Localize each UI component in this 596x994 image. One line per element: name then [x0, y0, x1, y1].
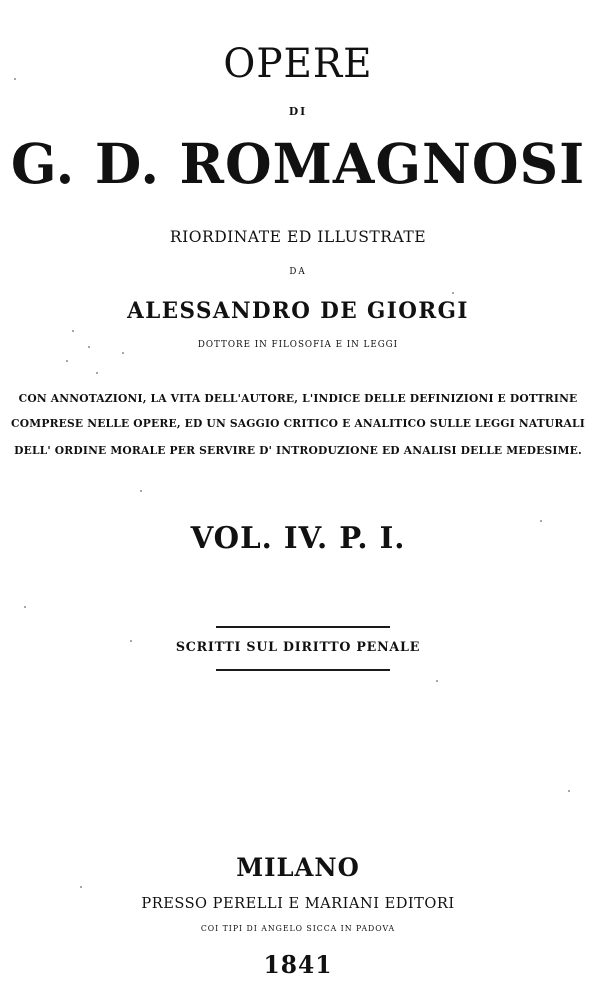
subject-label: SCRITTI SUL DIRITTO PENALE [175, 640, 421, 655]
scan-speck [568, 790, 570, 792]
by-connector: DA [289, 267, 307, 277]
scan-speck [72, 330, 74, 332]
editor-name: ALESSANDRO DE GIORGI [127, 298, 469, 324]
of-connector: DI [288, 105, 308, 118]
editor-credentials: DOTTORE IN FILOSOFIA E IN LEGGI [197, 340, 399, 350]
description-line-2: COMPRESE NELLE OPERE, ED UN SAGGIO CRITICO E ANALITICO SULLE LEGGI NATURALI [11, 417, 585, 430]
scan-speck [80, 886, 82, 888]
works-heading: OPERE [223, 41, 373, 87]
scan-speck [140, 490, 142, 492]
scan-speck [436, 680, 438, 682]
divider-top [216, 626, 390, 628]
description-line-3: DELL' ORDINE MORALE PER SERVIRE D' INTRODUZIONE ED ANALISI DELLE MEDESIME. [14, 444, 582, 457]
imprint-city: MILANO [236, 853, 360, 882]
imprint-printer: COI TIPI DI ANGELO SICCA IN PADOVA [200, 924, 396, 933]
scan-speck [66, 360, 68, 362]
scan-speck [88, 346, 90, 348]
description-line-1: CON ANNOTAZIONI, LA VITA DELL'AUTORE, L'INDICE DELLE DEFINIZIONI E DOTTRINE [18, 392, 578, 405]
scan-speck [130, 640, 132, 642]
scan-speck [540, 520, 542, 522]
arranged-line: RIORDINATE ED ILLUSTRATE [169, 227, 427, 246]
scan-speck [122, 352, 124, 354]
imprint-publisher: PRESSO PERELLI E MARIANI EDITORI [141, 894, 455, 912]
scan-speck [14, 78, 16, 80]
imprint-year: 1841 [263, 950, 333, 979]
author-name: G. D. ROMAGNOSI [10, 131, 586, 196]
scan-speck [96, 372, 98, 374]
scan-speck [452, 292, 454, 294]
scan-speck [24, 606, 26, 608]
volume-label: VOL. IV. P. I. [190, 521, 406, 556]
divider-bottom [216, 669, 390, 671]
